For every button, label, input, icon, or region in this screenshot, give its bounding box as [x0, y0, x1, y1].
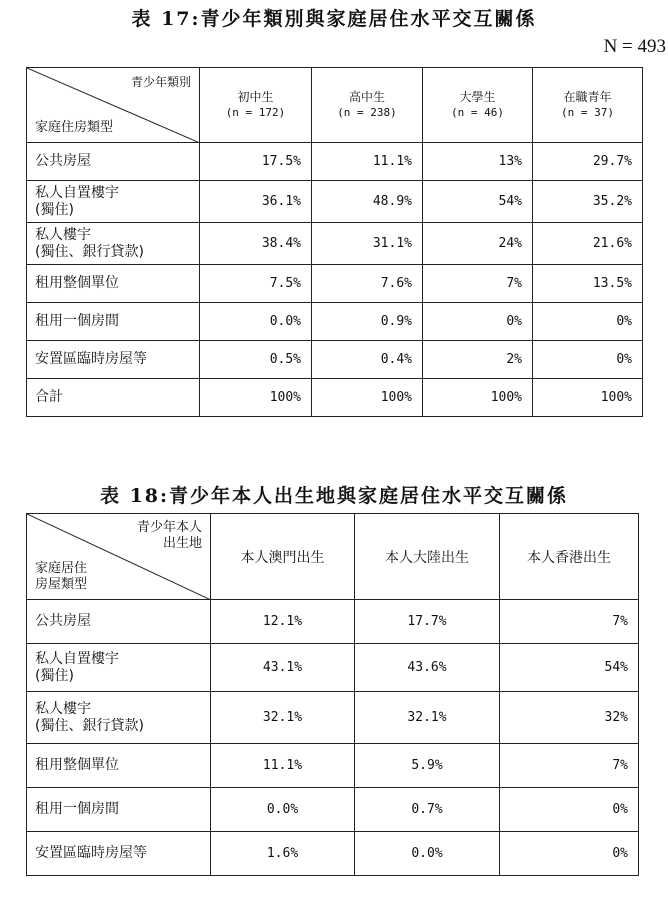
value-cell: 31.1% [312, 223, 423, 265]
value-cell: 100% [200, 379, 312, 417]
value-cell: 35.2% [533, 181, 643, 223]
value-cell: 5.9% [355, 744, 500, 788]
value-cell: 0.0% [355, 832, 500, 876]
value-cell: 7.6% [312, 265, 423, 303]
value-cell: 7% [423, 265, 533, 303]
column-header: 本人澳門出生 [211, 514, 355, 600]
table17-title: 表 17:青少年類別與家庭居住水平交互關係 [131, 8, 537, 30]
value-cell: 0% [423, 303, 533, 341]
value-cell: 54% [423, 181, 533, 223]
table-row [27, 832, 639, 876]
value-cell: 48.9% [312, 181, 423, 223]
value-cell: 0% [500, 788, 639, 832]
row-label: 公共房屋 [27, 600, 211, 644]
column-header: 大學生 (n = 46) [423, 68, 533, 143]
table-row [27, 600, 639, 644]
table-row [27, 644, 639, 692]
value-cell: 32.1% [355, 692, 500, 744]
column-group-label: 青少年類別 [130, 75, 191, 89]
row-label: 租用一個房間 [27, 788, 211, 832]
table-row [27, 265, 643, 303]
row-label: 租用一個房間 [27, 303, 200, 341]
table-row [27, 143, 643, 181]
value-cell: 0.7% [355, 788, 500, 832]
row-label: 安置區臨時房屋等 [27, 832, 211, 876]
value-cell: 32.1% [211, 692, 355, 744]
column-header: 本人大陸出生 [355, 514, 500, 600]
table-row [27, 341, 643, 379]
value-cell: 24% [423, 223, 533, 265]
value-cell: 43.6% [355, 644, 500, 692]
value-cell: 0.4% [312, 341, 423, 379]
value-cell: 0% [500, 832, 639, 876]
row-label: 私人樓宇 (獨住、銀行貸款) [27, 223, 200, 265]
value-cell: 21.6% [533, 223, 643, 265]
row-label: 公共房屋 [27, 143, 200, 181]
value-cell: 0% [533, 341, 643, 379]
table18-title: 表 18:青少年本人出生地與家庭居住水平交互關係 [99, 485, 569, 507]
value-cell: 38.4% [200, 223, 312, 265]
value-cell: 0% [533, 303, 643, 341]
value-cell: 1.6% [211, 832, 355, 876]
table18-corner-cell [27, 514, 211, 600]
value-cell: 11.1% [312, 143, 423, 181]
row-label: 租用整個單位 [27, 265, 200, 303]
value-cell: 100% [312, 379, 423, 417]
value-cell: 0.5% [200, 341, 312, 379]
value-cell: 7.5% [200, 265, 312, 303]
table-row [27, 788, 639, 832]
value-cell: 17.5% [200, 143, 312, 181]
row-label: 租用整個單位 [27, 744, 211, 788]
row-label: 私人樓宇 (獨住、銀行貸款) [27, 692, 211, 744]
table-row [27, 379, 643, 417]
value-cell: 54% [500, 644, 639, 692]
column-header: 高中生 (n = 238) [312, 68, 423, 143]
table-18 [26, 513, 639, 876]
value-cell: 0.9% [312, 303, 423, 341]
table17-corner-cell [27, 68, 200, 143]
column-header: 本人香港出生 [500, 514, 639, 600]
column-group-label: 青少年本人 出生地 [136, 520, 202, 551]
value-cell: 11.1% [211, 744, 355, 788]
value-cell: 17.7% [355, 600, 500, 644]
table-row [27, 744, 639, 788]
column-header: 初中生 (n = 172) [200, 68, 312, 143]
table-row [27, 303, 643, 341]
value-cell: 0.0% [211, 788, 355, 832]
row-label: 合計 [27, 379, 200, 417]
table-row [27, 692, 639, 744]
table-row [27, 223, 643, 265]
value-cell: 7% [500, 600, 639, 644]
value-cell: 100% [423, 379, 533, 417]
row-group-label: 家庭居住 房屋類型 [35, 561, 88, 592]
value-cell: 29.7% [533, 143, 643, 181]
row-label: 私人自置樓宇 (獨住) [27, 181, 200, 223]
value-cell: 36.1% [200, 181, 312, 223]
value-cell: 13% [423, 143, 533, 181]
table-row [27, 181, 643, 223]
table-17 [26, 67, 643, 417]
value-cell: 7% [500, 744, 639, 788]
value-cell: 12.1% [211, 600, 355, 644]
value-cell: 43.1% [211, 644, 355, 692]
value-cell: 13.5% [533, 265, 643, 303]
value-cell: 2% [423, 341, 533, 379]
row-label: 安置區臨時房屋等 [27, 341, 200, 379]
value-cell: 32% [500, 692, 639, 744]
value-cell: 100% [533, 379, 643, 417]
value-cell: 0.0% [200, 303, 312, 341]
row-group-label: 家庭住房類型 [35, 120, 114, 135]
sample-size-label: N = 493 [603, 36, 666, 57]
row-label: 私人自置樓宇 (獨住) [27, 644, 211, 692]
column-header: 在職青年 (n = 37) [533, 68, 643, 143]
